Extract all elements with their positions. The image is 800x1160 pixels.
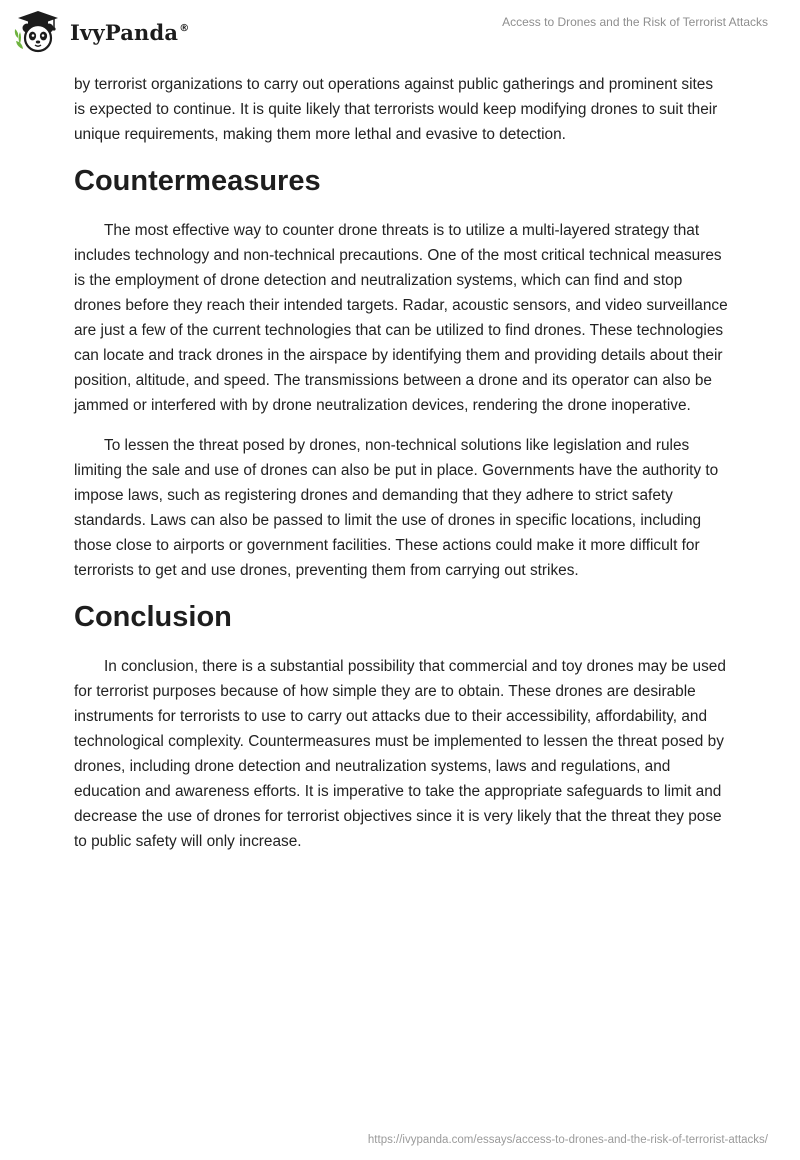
section-heading-conclusion: Conclusion [74,601,232,633]
body-paragraph: To lessen the threat posed by drones, non-technical solutions like legislation and rules limiting the sale and use of drones can also be put in place. Governments have the authority to impose laws, such as registering drones and demanding that they adhere to strict safety standards. Laws can also be passed to limit the use of drones in specific locations, including those close to airports or government facilities. These actions could make it more difficult for terrorists to get and use drones, preventing them from carrying out strikes. [74,437,719,579]
section-heading-countermeasures: Countermeasures [74,165,321,197]
logo-wordmark [70,20,189,45]
page-header [0,0,800,60]
document-title: Access to Drones and the Risk of Terrorist Attacks [502,15,768,29]
body-paragraph: In conclusion, there is a substantial possibility that commercial and toy drones may be used for terrorist purposes because of how simple they are to obtain. These drones are desirable instruments for terrorists to use to carry out attacks due to their accessibility, affordability, and technological complexity. Countermeasures must be implemented to lessen the threat posed by drones, including drone detection and neutralization systems, laws and regulations, and education and awareness efforts. It is imperative to take the appropriate safeguards to limit and decrease the use of drones for terrorist objectives since it is very likely that the threat they pose to public safety will only increase. [74,658,726,850]
panda-graduate-icon [14,8,62,56]
essay-body [74,72,728,869]
registered-mark: ® [179,22,190,34]
logo-text: IvyPanda [70,19,179,45]
intro-paragraph: by terrorist organizations to carry out operations against public gatherings and prominent sites is expected to continue. It is quite likely that terrorists would keep modifying drones to suit their unique requirements, making them more lethal and evasive to detection. [74,76,718,143]
source-url-link[interactable]: https://ivypanda.com/essays/access-to-drones-and-the-risk-of-terrorist-attacks/ [367,1134,768,1146]
body-paragraph: The most effective way to counter drone threats is to utilize a multi-layered strategy that includes technology and non-technical precautions. One of the most critical technical measures is the employment of drone detection and neutralization systems, which can find and stop drones before they reach their intended targets. Radar, acoustic sensors, and video surveillance are just a few of the current technologies that can be utilized to find drones. These technologies can locate and track drones in the airspace by identifying them and providing details about their position, altitude, and speed. The transmissions between a drone and its operator can also be jammed or interfered with by drone neutralization devices, rendering the drone inoperative. [74,222,728,414]
ivypanda-logo[interactable] [14,8,189,56]
